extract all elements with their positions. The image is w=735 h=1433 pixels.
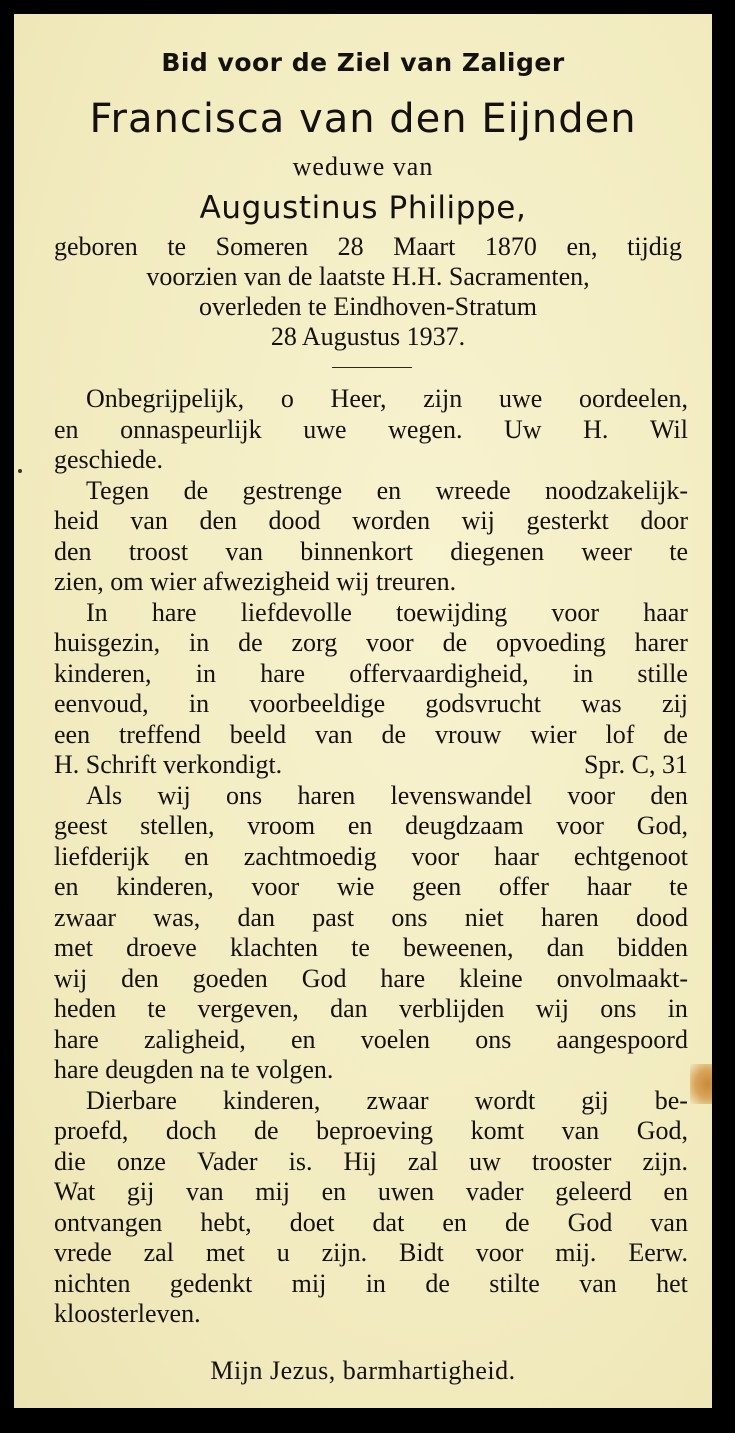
life-details [54, 232, 682, 352]
text-line: den troost van binnenkort diegenen weer te [54, 536, 688, 566]
text-line: zwaar was, dan past ons niet haren dood [54, 902, 688, 932]
scripture-reference: Spr. C, 31 [583, 750, 688, 779]
text-line: een treffend beeld van de vrouw wier lof de [54, 719, 688, 749]
text-line: heden te vergeven, dan verblijden wij ons in [54, 994, 688, 1023]
text-line: hare deugden na te volgen. [54, 1055, 334, 1084]
text-line: Onbegrijpelijk, o Heer, zijn uwe oordeelen, [86, 384, 688, 413]
text-line: eenvoud, in voorbeeldige godsvrucht was zij [54, 689, 688, 718]
text-line: zien, om wier afwezigheid wij treuren. [54, 567, 457, 596]
prayer-line: Bid voor de Ziel van Zaliger [161, 48, 565, 77]
speck [18, 469, 22, 473]
text-line: huisgezin, in de zorg voor de opvoeding harer [54, 628, 688, 657]
text-line: wij den goeden God hare kleine onvolmaakt- [54, 963, 688, 993]
death-date-line: 28 Augustus 1937. [270, 322, 466, 351]
text-line: en onnaspeurlijk uwe wegen. Uw H. Wil [54, 414, 688, 444]
divider [332, 367, 412, 368]
text-line: geest stellen, vroom en deugdzaam voor God, [54, 811, 688, 840]
text-line: kloosterleven. [54, 1299, 201, 1328]
text-line: nichten gedenkt mij in de stilte van het [54, 1268, 688, 1298]
text-line: geschiede. [54, 445, 164, 474]
memorial-card [14, 14, 712, 1408]
text-line: liefderijk en zachtmoedig voor haar echtgenoot [54, 841, 688, 871]
text-line: heid van den dood worden wij gesterkt door [54, 506, 688, 535]
text-line: In hare liefdevolle toewijding voor haar [86, 597, 688, 627]
husband-name: Augustinus Philippe, [199, 190, 527, 226]
death-place-line: overleden te Eindhoven-Stratum [199, 292, 537, 321]
memorial-text [54, 384, 688, 1330]
widow-of-line: weduwe van [292, 152, 434, 181]
text-line: vrede zal met u zijn. Bidt voor mij. Eerw. [54, 1238, 688, 1267]
paper-stain [690, 1064, 712, 1104]
text-line: hare zaligheid, en voelen ons aangespoord [54, 1024, 688, 1054]
text-line: H. Schrift verkondigt. Spr. C, 31 [54, 750, 688, 779]
deceased-name: Francisca van den Eijnden [89, 96, 637, 142]
text-line: en kinderen, voor wie geen offer haar te [54, 872, 688, 901]
closing-prayer: Mijn Jezus, barmhartigheid. [210, 1356, 516, 1385]
text-line: Als wij ons haren levenswandel voor den [86, 780, 688, 810]
text-line: Tegen de gestrenge en wreede noodzakelijk- [86, 475, 688, 505]
text-line: Wat gij van mij en uwen vader geleerd en [54, 1177, 688, 1206]
sacraments-line: voorzien van de laatste H.H. Sacramenten, [146, 262, 590, 291]
text-line: ontvangen hebt, doet dat en de God van [54, 1207, 688, 1237]
text-line: Dierbare kinderen, zwaar wordt gij be- [86, 1085, 688, 1115]
text-line: die onze Vader is. Hij zal uw trooster zijn. [54, 1146, 688, 1176]
text-line: proefd, doch de beproeving komt van God, [54, 1116, 688, 1145]
text-line: met droeve klachten te beweenen, dan bidden [54, 933, 688, 962]
birth-line: geboren te Someren 28 Maart 1870 en, tijdig [54, 232, 682, 261]
text-line: kinderen, in hare offervaardigheid, in stille [54, 658, 688, 688]
